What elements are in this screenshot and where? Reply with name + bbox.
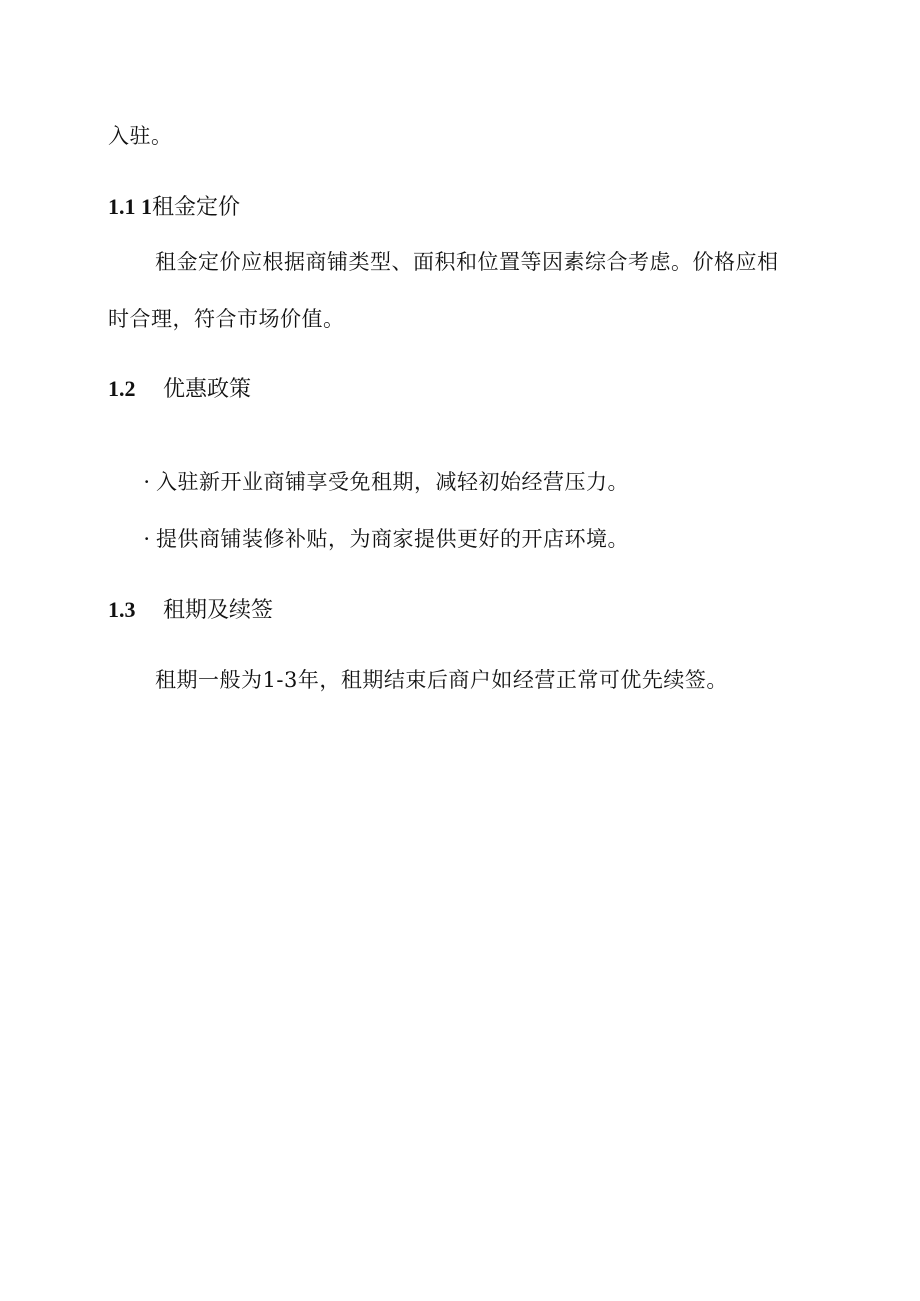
list-item xyxy=(138,529,629,550)
list-item-text: 提供商铺装修补贴，为商家提供更好的开店环境。 xyxy=(156,527,629,551)
heading-title: 租期及续签 xyxy=(163,598,274,623)
bullet-marker: · xyxy=(143,527,151,551)
heading-title: 优惠政策 xyxy=(163,377,252,402)
paragraph-line: 租期一般为1-3年，租期结束后商户如经营正常可优先续签。 xyxy=(155,668,728,692)
list-item xyxy=(138,472,629,493)
paragraph-line: 时合理，符合市场价值。 xyxy=(108,307,345,331)
heading-number: 1.1 1 xyxy=(108,194,152,219)
list-item-text: 入驻新开业商铺享受免租期，减轻初始经营压力。 xyxy=(156,470,629,494)
heading-number: 1.3 xyxy=(108,597,136,622)
paragraph-line: 租金定价应根据商铺类型、面积和位置等因素综合考虑。价格应相 xyxy=(155,250,779,274)
heading-1-3 xyxy=(108,599,273,622)
heading-1-2 xyxy=(108,378,251,401)
continued-text: 入驻。 xyxy=(108,124,173,148)
bullet-marker: · xyxy=(143,470,151,494)
heading-1-1-1 xyxy=(108,196,240,219)
heading-title: 租金定价 xyxy=(152,195,241,220)
heading-number: 1.2 xyxy=(108,376,136,401)
